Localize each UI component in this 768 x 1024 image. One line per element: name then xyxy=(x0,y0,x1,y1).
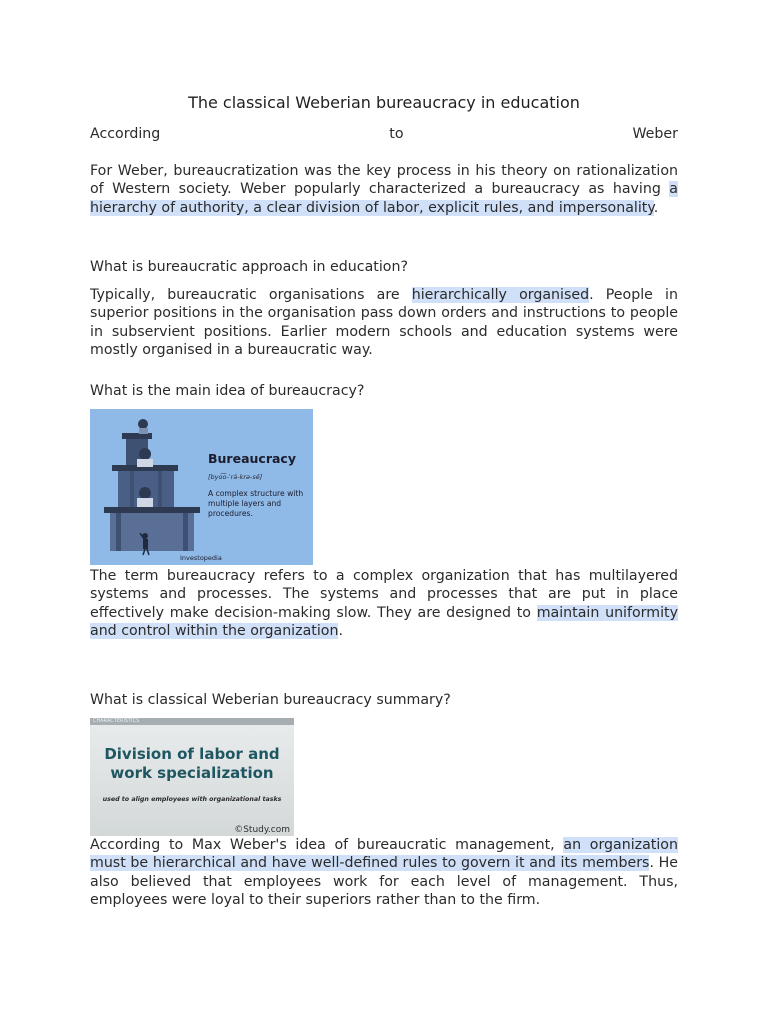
highlighted-text: an organization must be hierarchical and have well-defined rules to govern it and its members xyxy=(90,837,678,872)
investopedia-logo: Investopedia xyxy=(180,554,222,562)
intro-word-right: Weber xyxy=(632,126,678,142)
highlighted-text: hierarchically organised xyxy=(411,287,590,303)
highlighted-text: maintain uniformity and control within the organization xyxy=(90,604,678,640)
intro-word-left: According xyxy=(90,126,161,142)
paragraph-term-bureaucracy: The term bureaucracy refers to a complex organization that has multilayered systems and processes. The systems and processes that are put in place effectively make decision-making slow. They are designed to maintain uniformity and control within the organization. xyxy=(90,568,678,640)
illustration-definition: A complex structure with multiple layers and procedures. xyxy=(208,489,304,518)
question-heading-main-idea: What is the main idea of bureaucracy? xyxy=(90,383,365,399)
illustration-pronunciation: [byo͞o-ˈrä-krə-sē] xyxy=(208,473,263,481)
paragraph-weber-definition: For Weber, bureaucratization was the key process in his theory on rationalization of Western society. Weber popularly characterized a bureaucracy as having a hierarchy of authority, a clear division of labor, explicit rules, and impersonality. xyxy=(90,163,678,216)
highlighted-text: a hierarchy of authority, a clear division of labor, explicit rules, and impersonality xyxy=(90,181,678,216)
paragraph-approach: Typically, bureaucratic organisations are hierarchically organised. People in superior positions in the organisation pass down orders and instructions to people in subservient positions. Earlier modern schools and education systems were mostly organised in a bureaucratic way. xyxy=(90,287,678,359)
tiered-desks-graphic xyxy=(90,409,313,565)
document-title: The classical Weberian bureaucracy in education xyxy=(188,93,580,112)
division-of-labor-image xyxy=(90,718,294,836)
question-heading-approach: What is bureaucratic approach in education? xyxy=(90,259,408,275)
paragraph-max-weber-idea: According to Max Weber's idea of bureaucratic management, an organization must be hierarchical and have well-defined rules to govern it and its members. He also believed that employees work for each level of management. Thus, employees were loyal to their superiors rather than to the firm. xyxy=(90,837,679,909)
question-heading-summary: What is classical Weberian bureaucracy summary? xyxy=(90,692,451,708)
study-com-logo: ©Study.com xyxy=(234,825,290,835)
image-subtitle: used to align employees with organizational tasks xyxy=(102,796,282,803)
illustration-title: Bureaucracy xyxy=(208,451,296,466)
image-top-strip: CHARACTERISTICS xyxy=(90,718,294,725)
intro-word-center: to xyxy=(389,126,404,142)
bureaucracy-illustration xyxy=(90,409,313,565)
image-heading: Division of labor and work specialization xyxy=(104,745,280,782)
intro-line xyxy=(90,125,678,143)
